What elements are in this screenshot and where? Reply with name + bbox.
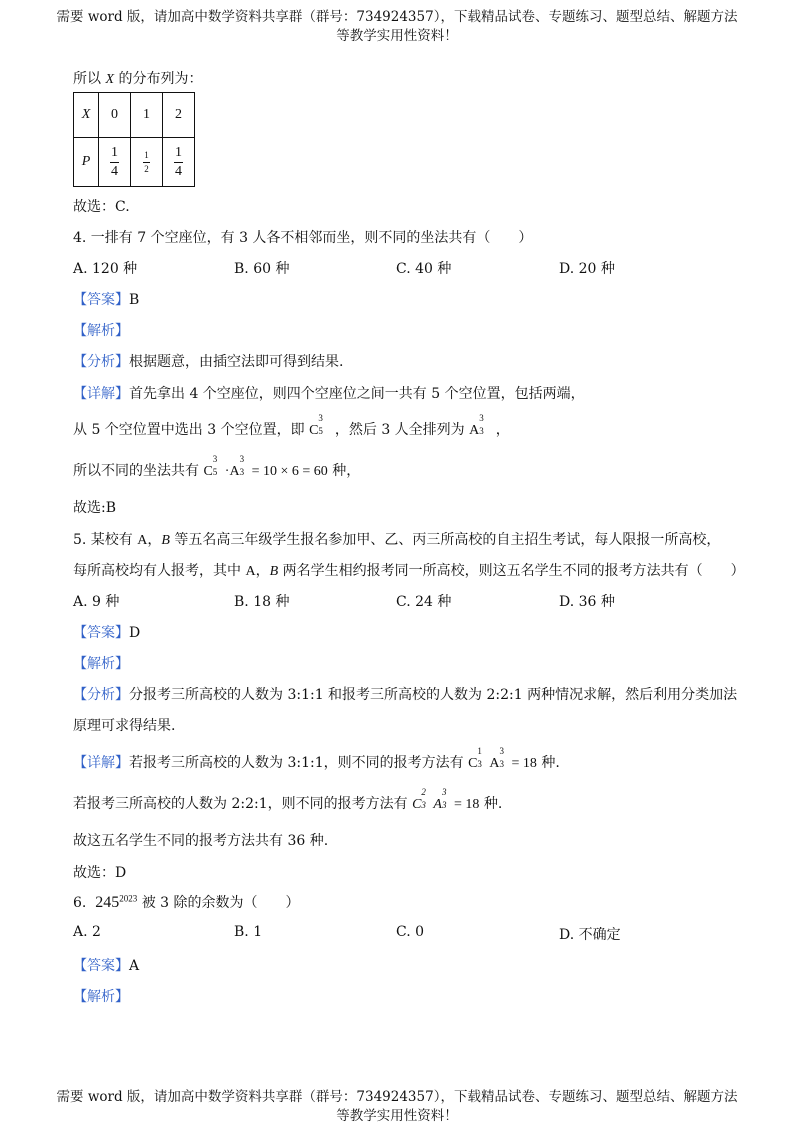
formula: C 3 5: [309, 413, 323, 438]
fraction: $\frac{1}{2}$: [144, 149, 149, 174]
table-row: [74, 93, 195, 138]
table-cell: [99, 138, 131, 187]
fraction: $\frac{1}{4}$: [111, 144, 118, 179]
q5-stem-line1: 5. 某校有 A，B 等五名高三年级学生报名参加甲、乙、丙三所高校的自主招生考试，每人限报一所高校，: [73, 532, 721, 548]
q5-fenxi-line2: 原理可求得结果.: [73, 718, 176, 734]
q4-option-b: B. 60 种: [234, 261, 290, 277]
header-banner-line1: 需要 word 版，请加高中数学资料共享群（群号：734924357），下载精品试卷、专题练习、题型总结、解题方法: [56, 9, 738, 25]
distribution-intro: 所以 X 的分布列为：: [73, 71, 203, 87]
q6-analysis-tag: 【解析】: [73, 989, 129, 1005]
q5-option-d: D. 36 种: [559, 594, 615, 610]
q5-detail-line2: 若报考三所高校的人数为 2:2:1，则不同的报考方法有 C 2 3 A 3 3 = 18 种.: [73, 787, 503, 812]
q5-answer: 【答案】D: [73, 625, 141, 641]
q4-analysis-tag: 【解析】: [73, 323, 129, 339]
q4-stem: 4. 一排有 7 个空座位，有 3 人各不相邻而坐，则不同的坐法共有（ ）: [73, 230, 533, 246]
q4-detail-line2: 从 5 个空位置中选出 3 个空位置，即 C 3 5 ，然后 3 人全排列为 A 3 3 ，: [73, 413, 510, 438]
prev-choice: 故选：C.: [73, 199, 130, 215]
q4-detail-line1: 【详解】首先拿出 4 个空座位，则四个空座位之间一共有 5 个空位置，包括两端，: [73, 386, 585, 402]
distribution-table: [73, 92, 195, 187]
q4-choice: 故选:B: [73, 500, 117, 516]
q6-option-b: B. 1: [234, 924, 263, 940]
fraction: $\frac{1}{4}$: [175, 144, 182, 179]
q5-stem-line2: 每所高校均有人报考，其中 A，B 两名学生相约报考同一所高校，则这五名学生不同的报考方法共有（ ）: [73, 563, 745, 579]
q4-option-c: C. 40 种: [396, 261, 452, 277]
q5-choice: 故选：D: [73, 865, 127, 881]
footer-banner: [0, 1088, 794, 1126]
q4-fenxi: 【分析】根据题意，由插空法即可得到结果.: [73, 354, 344, 370]
table-cell: 2: [163, 93, 195, 138]
table-cell: 1: [131, 93, 163, 138]
q6-stem: 6. $245^{2023}$ 被 3 除的余数为（ ）: [73, 893, 300, 911]
q5-option-b: B. 18 种: [234, 594, 290, 610]
footer-banner-line1: 需要 word 版，请加高中数学资料共享群（群号：734924357），下载精品试卷、专题练习、题型总结、解题方法: [56, 1089, 738, 1105]
table-cell: [131, 138, 163, 187]
table-head-p: P: [74, 138, 99, 187]
table-head-x: X: [74, 93, 99, 138]
q6-option-c: C. 0: [396, 924, 425, 940]
q4-answer: 【答案】B: [73, 292, 140, 308]
formula: C 1 3 A 3 3: [468, 746, 505, 771]
formula: C 3 5 ·A 3 3: [203, 454, 245, 479]
table-row: [74, 138, 195, 187]
footer-banner-line2: 等教学实用性资料！: [336, 1108, 458, 1124]
q6-option-d: D. 不确定: [559, 927, 621, 943]
q5-detail-line1: 【详解】若报考三所高校的人数为 3:1:1，则不同的报考方法有 C 1 3 A 3 3 = 18 种.: [73, 746, 560, 771]
table-cell: [163, 138, 195, 187]
q5-analysis-tag: 【解析】: [73, 656, 129, 672]
q4-option-d: D. 20 种: [559, 261, 615, 277]
q5-option-a: A. 9 种: [73, 594, 120, 610]
q4-detail-line3: 所以不同的坐法共有 C 3 5 ·A 3 3 = 10 × 6 = 60 种，: [73, 454, 361, 479]
q6-option-a: A. 2: [73, 924, 101, 940]
q6-answer: 【答案】A: [73, 958, 140, 974]
header-banner: [0, 8, 794, 46]
table-cell: 0: [99, 93, 131, 138]
q5-detail-line3: 故这五名学生不同的报考方法共有 36 种.: [73, 833, 329, 849]
formula: C 2 3 A 3 3: [412, 787, 447, 812]
q5-fenxi-line1: 【分析】分报考三所高校的人数为 3:1:1 和报考三所高校的人数为 2:2:1 两种情况求解，然后利用分类加法: [73, 687, 738, 703]
q5-option-c: C. 24 种: [396, 594, 452, 610]
q4-option-a: A. 120 种: [73, 261, 138, 277]
header-banner-line2: 等教学实用性资料！: [336, 28, 458, 44]
formula: A 3 3: [469, 413, 484, 438]
